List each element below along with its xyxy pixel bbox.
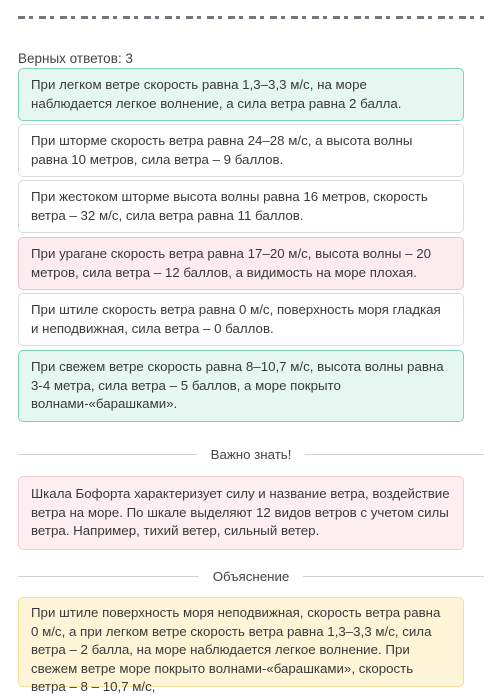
answer-option-5: При штиле скорость ветра равна 0 м/с, поверхность моря гладкая и неподвижная, сила ветра – 0 баллов. xyxy=(18,293,464,346)
important-note: Шкала Бофорта характеризует силу и название ветра, воздействие ветра на море. По шкале выделяют 12 видов ветров с учетом силы ветра. Например, тихий ветер, сильный ветер. xyxy=(18,476,464,550)
progress-dashes xyxy=(18,16,484,19)
explanation-divider xyxy=(18,566,484,586)
important-heading: Важно знать! xyxy=(210,446,292,462)
explanation-text: При штиле поверхность моря неподвижная, скорость ветра равна 0 м/с, а при легком ветре скорость ветра равна 1,3–3,3 м/с, сила ветра – 2 балла, на море наблюдается легкое волнение. При свежем ветре море покрыто волнами-«барашками», скорость ветра – 8 – 10,7 м/с, xyxy=(18,597,464,687)
explanation-heading: Объяснение xyxy=(212,568,290,584)
answer-option-4: При урагане скорость ветра равна 17–20 м/с, высота волны – 20 метров, сила ветра – 12 баллов, а видимость на море плохая. xyxy=(18,237,464,290)
correct-answers-count: Верных ответов: 3 xyxy=(18,51,133,66)
answer-option-6: При свежем ветре скорость равна 8–10,7 м/с, высота волны равна 3-4 метра, сила ветра – 5 баллов, а море покрыто волнами-«барашками». xyxy=(18,350,464,422)
important-divider xyxy=(18,444,484,464)
answer-option-2: При шторме скорость ветра равна 24–28 м/с, а высота волны равна 10 метров, сила ветра – 9 баллов. xyxy=(18,124,464,177)
answer-option-3: При жестоком шторме высота волны равна 16 метров, скорость ветра – 32 м/с, сила ветра равна 11 баллов. xyxy=(18,180,464,233)
answer-option-1: При легком ветре скорость равна 1,3–3,3 м/с, на море наблюдается легкое волнение, а сила ветра равна 2 балла. xyxy=(18,68,464,121)
